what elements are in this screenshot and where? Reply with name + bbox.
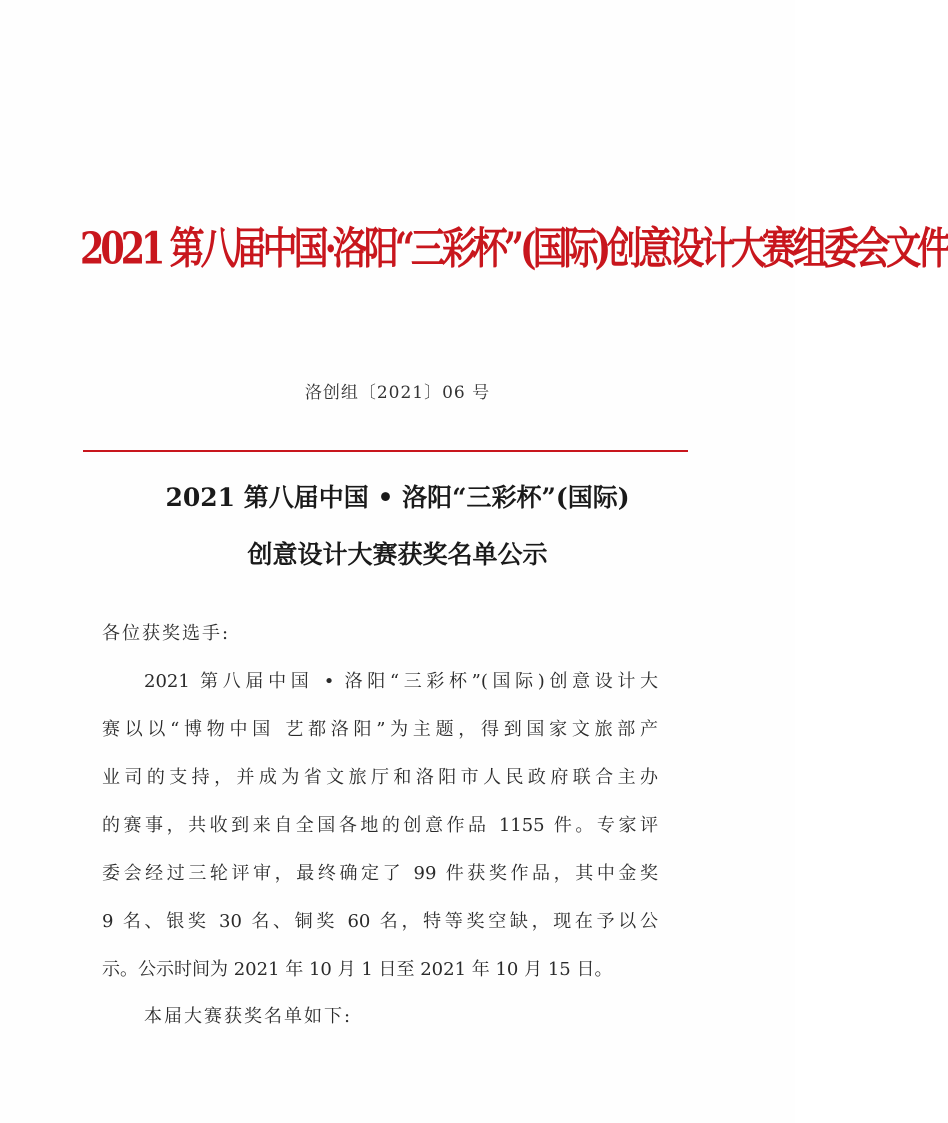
page-title-line-2: 创意设计大赛获奖名单公示 [247,540,548,569]
paragraph-line: 的赛事，共收到来自全国各地的创意作品 1155 件。专家评 [102,815,658,836]
page-title-line-1: 2021 第八届中国 • 洛阳“三彩杯”(国际) [165,483,630,512]
paragraph-line: 9 名、银奖 30 名、铜奖 60 名，特等奖空缺，现在予以公 [102,911,658,932]
paragraph-line: 业司的支持，并成为省文旅厅和洛阳市人民政府联合主办 [102,767,658,788]
issuer-header: 2021 第八届中国·洛阳“三彩杯”(国际)创意设计大赛组委会文件 [80,223,948,275]
paragraph-line: 2021 第八届中国 • 洛阳“三彩杯”(国际)创意设计大 [144,671,658,692]
paragraph-line: 赛以以“博物中国 艺都洛阳”为主题，得到国家文旅部产 [102,719,658,740]
document-number: 洛创组〔2021〕06 号 [304,383,491,403]
header-divider [83,450,688,452]
closing-line: 本届大赛获奖名单如下: [144,1006,353,1027]
paragraph-line: 示。公示时间为 2021 年 10 月 1 日至 2021 年 10 月 15 日。 [102,959,613,980]
paragraph-line: 委会经过三轮评审，最终确定了 99 件获奖作品，其中金奖 [102,863,658,884]
salutation: 各位获奖选手: [102,623,231,644]
